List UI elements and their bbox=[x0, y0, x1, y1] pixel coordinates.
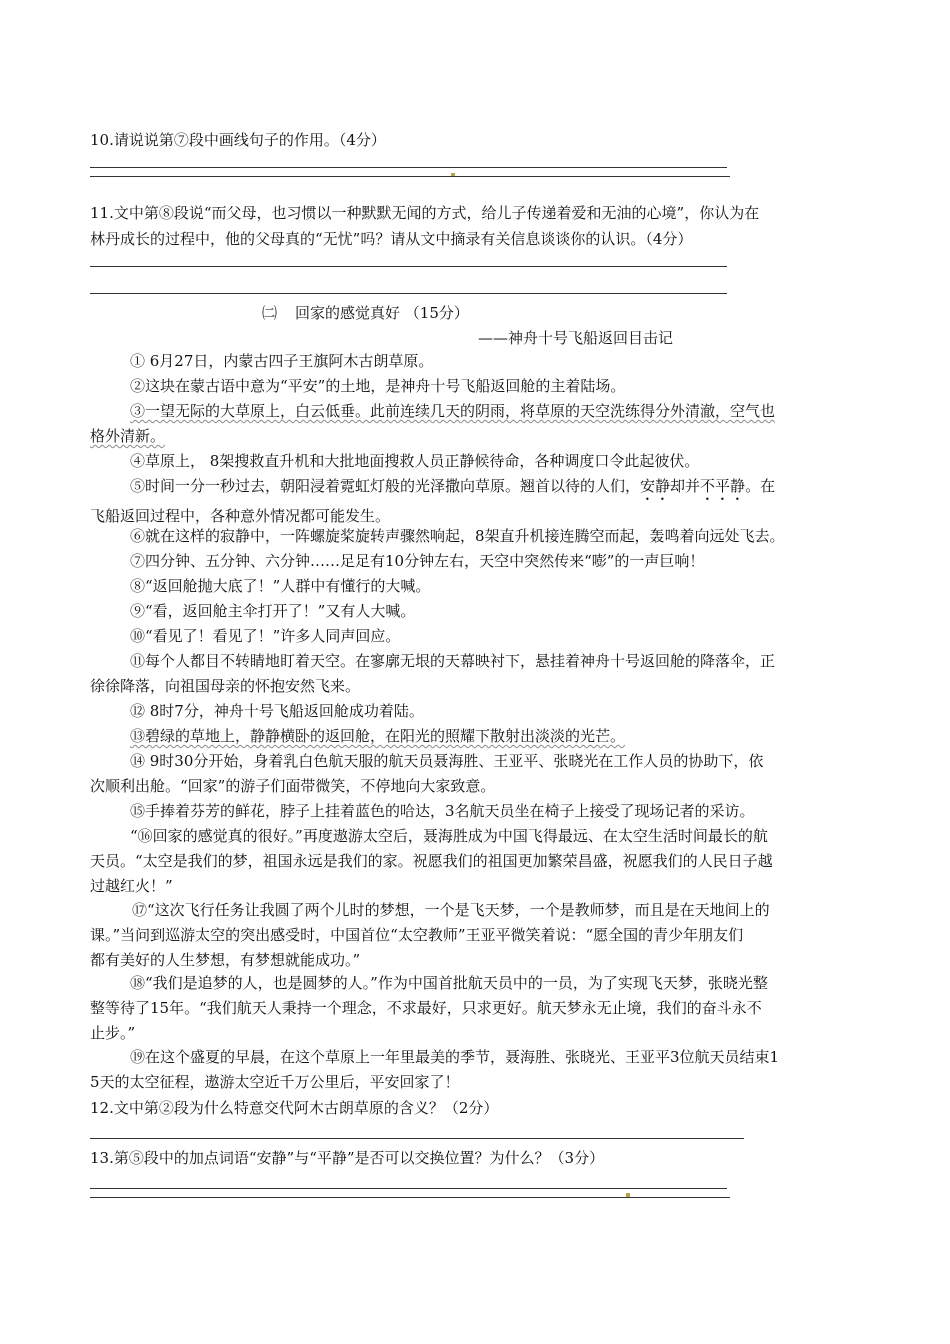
paragraph-9: ⑨“看，返回舱主伞打开了！”又有人大喊。 bbox=[130, 602, 416, 620]
section-subtitle: ——神舟十号飞船返回目击记 bbox=[478, 329, 674, 347]
paragraph-3-line-1: ③一望无际的大草原上，白云低垂。此前连续几天的阴雨，将草原的天空洗练得分外清澈，空气也 bbox=[130, 402, 776, 420]
paragraph-12: ⑫ 8时7分，神舟十号飞船返回舱成功着陆。 bbox=[130, 702, 424, 720]
paragraph-5-line-2: 飞船返回过程中，各种意外情况都可能发生。 bbox=[90, 507, 391, 525]
paragraph-17-line-1: ⑰“这次飞行任务让我圆了两个儿时的梦想，一个是飞天梦，一个是教师梦，而且是在天地间上的 bbox=[132, 901, 770, 919]
paragraph-5 bbox=[90, 474, 868, 529]
paragraph-8: ⑧“返回舱抛大底了！”人群中有懂行的大喊。 bbox=[130, 577, 431, 595]
paragraph-19 bbox=[90, 1045, 868, 1095]
paragraph-5-text-c: 。在 bbox=[745, 477, 776, 495]
paragraph-11 bbox=[90, 649, 868, 699]
paragraph-10: ⑩“看见了！看见了！”许多人同声回应。 bbox=[130, 627, 401, 645]
paragraph-16 bbox=[90, 824, 868, 899]
section-number: ㈡ bbox=[262, 304, 278, 322]
question-13: 13.第⑤段中的加点词语“安静”与“平静”是否可以交换位置？为什么？（3分） bbox=[90, 1149, 605, 1167]
paragraph-18-line-1: ⑱“我们是追梦的人，也是圆梦的人。”作为中国首批航天员中的一员，为了实现飞天梦，张晓光整 bbox=[130, 974, 768, 992]
paragraph-11-line-2: 徐徐降落，向祖国母亲的怀抱安然飞来。 bbox=[90, 677, 361, 695]
answer-line[interactable] bbox=[90, 293, 727, 294]
paragraph-16-line-3: 过越红火！” bbox=[90, 877, 173, 895]
paragraph-5-text-a: ⑤时间一分一秒过去，朝阳浸着霓虹灯般的光泽撒向草原。翘首以待的人们， bbox=[130, 477, 641, 495]
paragraph-3 bbox=[90, 399, 868, 449]
paragraph-13-text: ⑬碧绿的草地上，静静横卧的返回舱，在阳光的照耀下散射出淡淡的光芒。 bbox=[130, 727, 626, 745]
paragraph-14 bbox=[90, 749, 868, 799]
paragraph-17-line-3: 都有美好的人生梦想，有梦想就能成功。” bbox=[90, 951, 361, 969]
emphasized-word-bupingjing: 不平静 bbox=[700, 477, 746, 495]
paragraph-11-line-1: ⑪每个人都目不转睛地盯着天空。在寥廓无垠的天幕映衬下，悬挂着神舟十号返回舱的降落伞，正 bbox=[130, 652, 776, 670]
paragraph-18-line-3: 止步。” bbox=[90, 1024, 136, 1042]
question-11-line-1: 11.文中第⑧段说“而父母，也习惯以一种默默无闻的方式，给儿子传递着爱和无油的心境”，你认为在 bbox=[90, 204, 760, 222]
question-11 bbox=[90, 200, 870, 252]
paragraph-7: ⑦四分钟、五分钟、六分钟……足足有10分钟左右，天空中突然传来“嘭”的一声巨响！ bbox=[130, 552, 705, 570]
answer-line[interactable] bbox=[90, 1138, 744, 1139]
paragraph-19-line-2: 5天的太空征程，遨游太空近千万公里后，平安回家了！ bbox=[90, 1073, 460, 1091]
paragraph-15: ⑮手捧着芬芳的鲜花，脖子上挂着蓝色的哈达，3名航天员坐在椅子上接受了现场记者的采访。 bbox=[130, 802, 755, 820]
answer-line[interactable] bbox=[90, 167, 727, 168]
paragraph-2: ②这块在蒙古语中意为“平安”的土地，是神舟十号飞船返回舱的主着陆场。 bbox=[130, 377, 626, 395]
paragraph-6: ⑥就在这样的寂静中，一阵螺旋桨旋转声骤然响起，8架直升机接连腾空而起，轰鸣着向远处飞去。 bbox=[130, 527, 785, 545]
question-11-line-2: 林丹成长的过程中，他的父母真的“无忧”吗？请从文中摘录有关信息谈谈你的认识。（4分） bbox=[90, 230, 693, 248]
paragraph-3-line-2: 格外清新。 bbox=[90, 427, 166, 445]
paragraph-18-line-2: 整等待了15年。“我们航天人秉持一个理念，不求最好，只求更好。航天梦永无止境，我们的奋斗永不 bbox=[90, 999, 762, 1017]
paragraph-16-line-2: 天员。“太空是我们的梦，祖国永远是我们的家。祝愿我们的祖国更加繁荣昌盛，祝愿我们的人民日子越 bbox=[90, 852, 773, 870]
answer-line[interactable] bbox=[90, 176, 730, 177]
section-heading bbox=[262, 302, 469, 323]
paragraph-17-line-2: 课。”当问到巡游太空的突出感受时，中国首位“太空教师”王亚平微笑着说：“愿全国的青少年朋友们 bbox=[90, 926, 744, 944]
question-10: 10.请说说第⑦段中画线句子的作用。（4分） bbox=[90, 131, 386, 149]
paragraph-4: ④草原上， 8架搜救直升机和大批地面搜救人员正静候待命，各种调度口令此起彼伏。 bbox=[130, 452, 700, 470]
answer-line[interactable] bbox=[90, 266, 727, 267]
section-title: 回家的感觉真好 （15分） bbox=[295, 304, 469, 322]
answer-line[interactable] bbox=[90, 1188, 727, 1189]
paragraph-19-line-1: ⑲在这个盛夏的早晨，在这个草原上一年里最美的季节，聂海胜、张晓光、王亚平3位航天员结束1 bbox=[130, 1048, 780, 1066]
paragraph-13 bbox=[90, 724, 868, 749]
answer-line[interactable] bbox=[90, 1197, 730, 1198]
question-12: 12.文中第②段为什么特意交代阿木古朗草原的含义？（2分） bbox=[90, 1099, 499, 1117]
paragraph-18 bbox=[90, 971, 868, 1046]
paragraph-17 bbox=[90, 898, 868, 973]
paragraph-1: ① 6月27日，内蒙古四子王旗阿木古朗草原。 bbox=[130, 352, 434, 370]
emphasized-word-anjing: 安静 bbox=[640, 477, 671, 495]
paragraph-14-line-2: 次顺利出舱。“回家”的游子们面带微笑，不停地向大家致意。 bbox=[90, 777, 496, 795]
paragraph-16-line-1: “⑯回家的感觉真的很好。”再度遨游太空后，聂海胜成为中国飞得最远、在太空生活时间最长的航 bbox=[130, 827, 768, 845]
paragraph-14-line-1: ⑭ 9时30分开始，身着乳白色航天服的航天员聂海胜、王亚平、张晓光在工作人员的协助下，依 bbox=[130, 752, 764, 770]
paragraph-5-text-b: 却并 bbox=[670, 477, 701, 495]
